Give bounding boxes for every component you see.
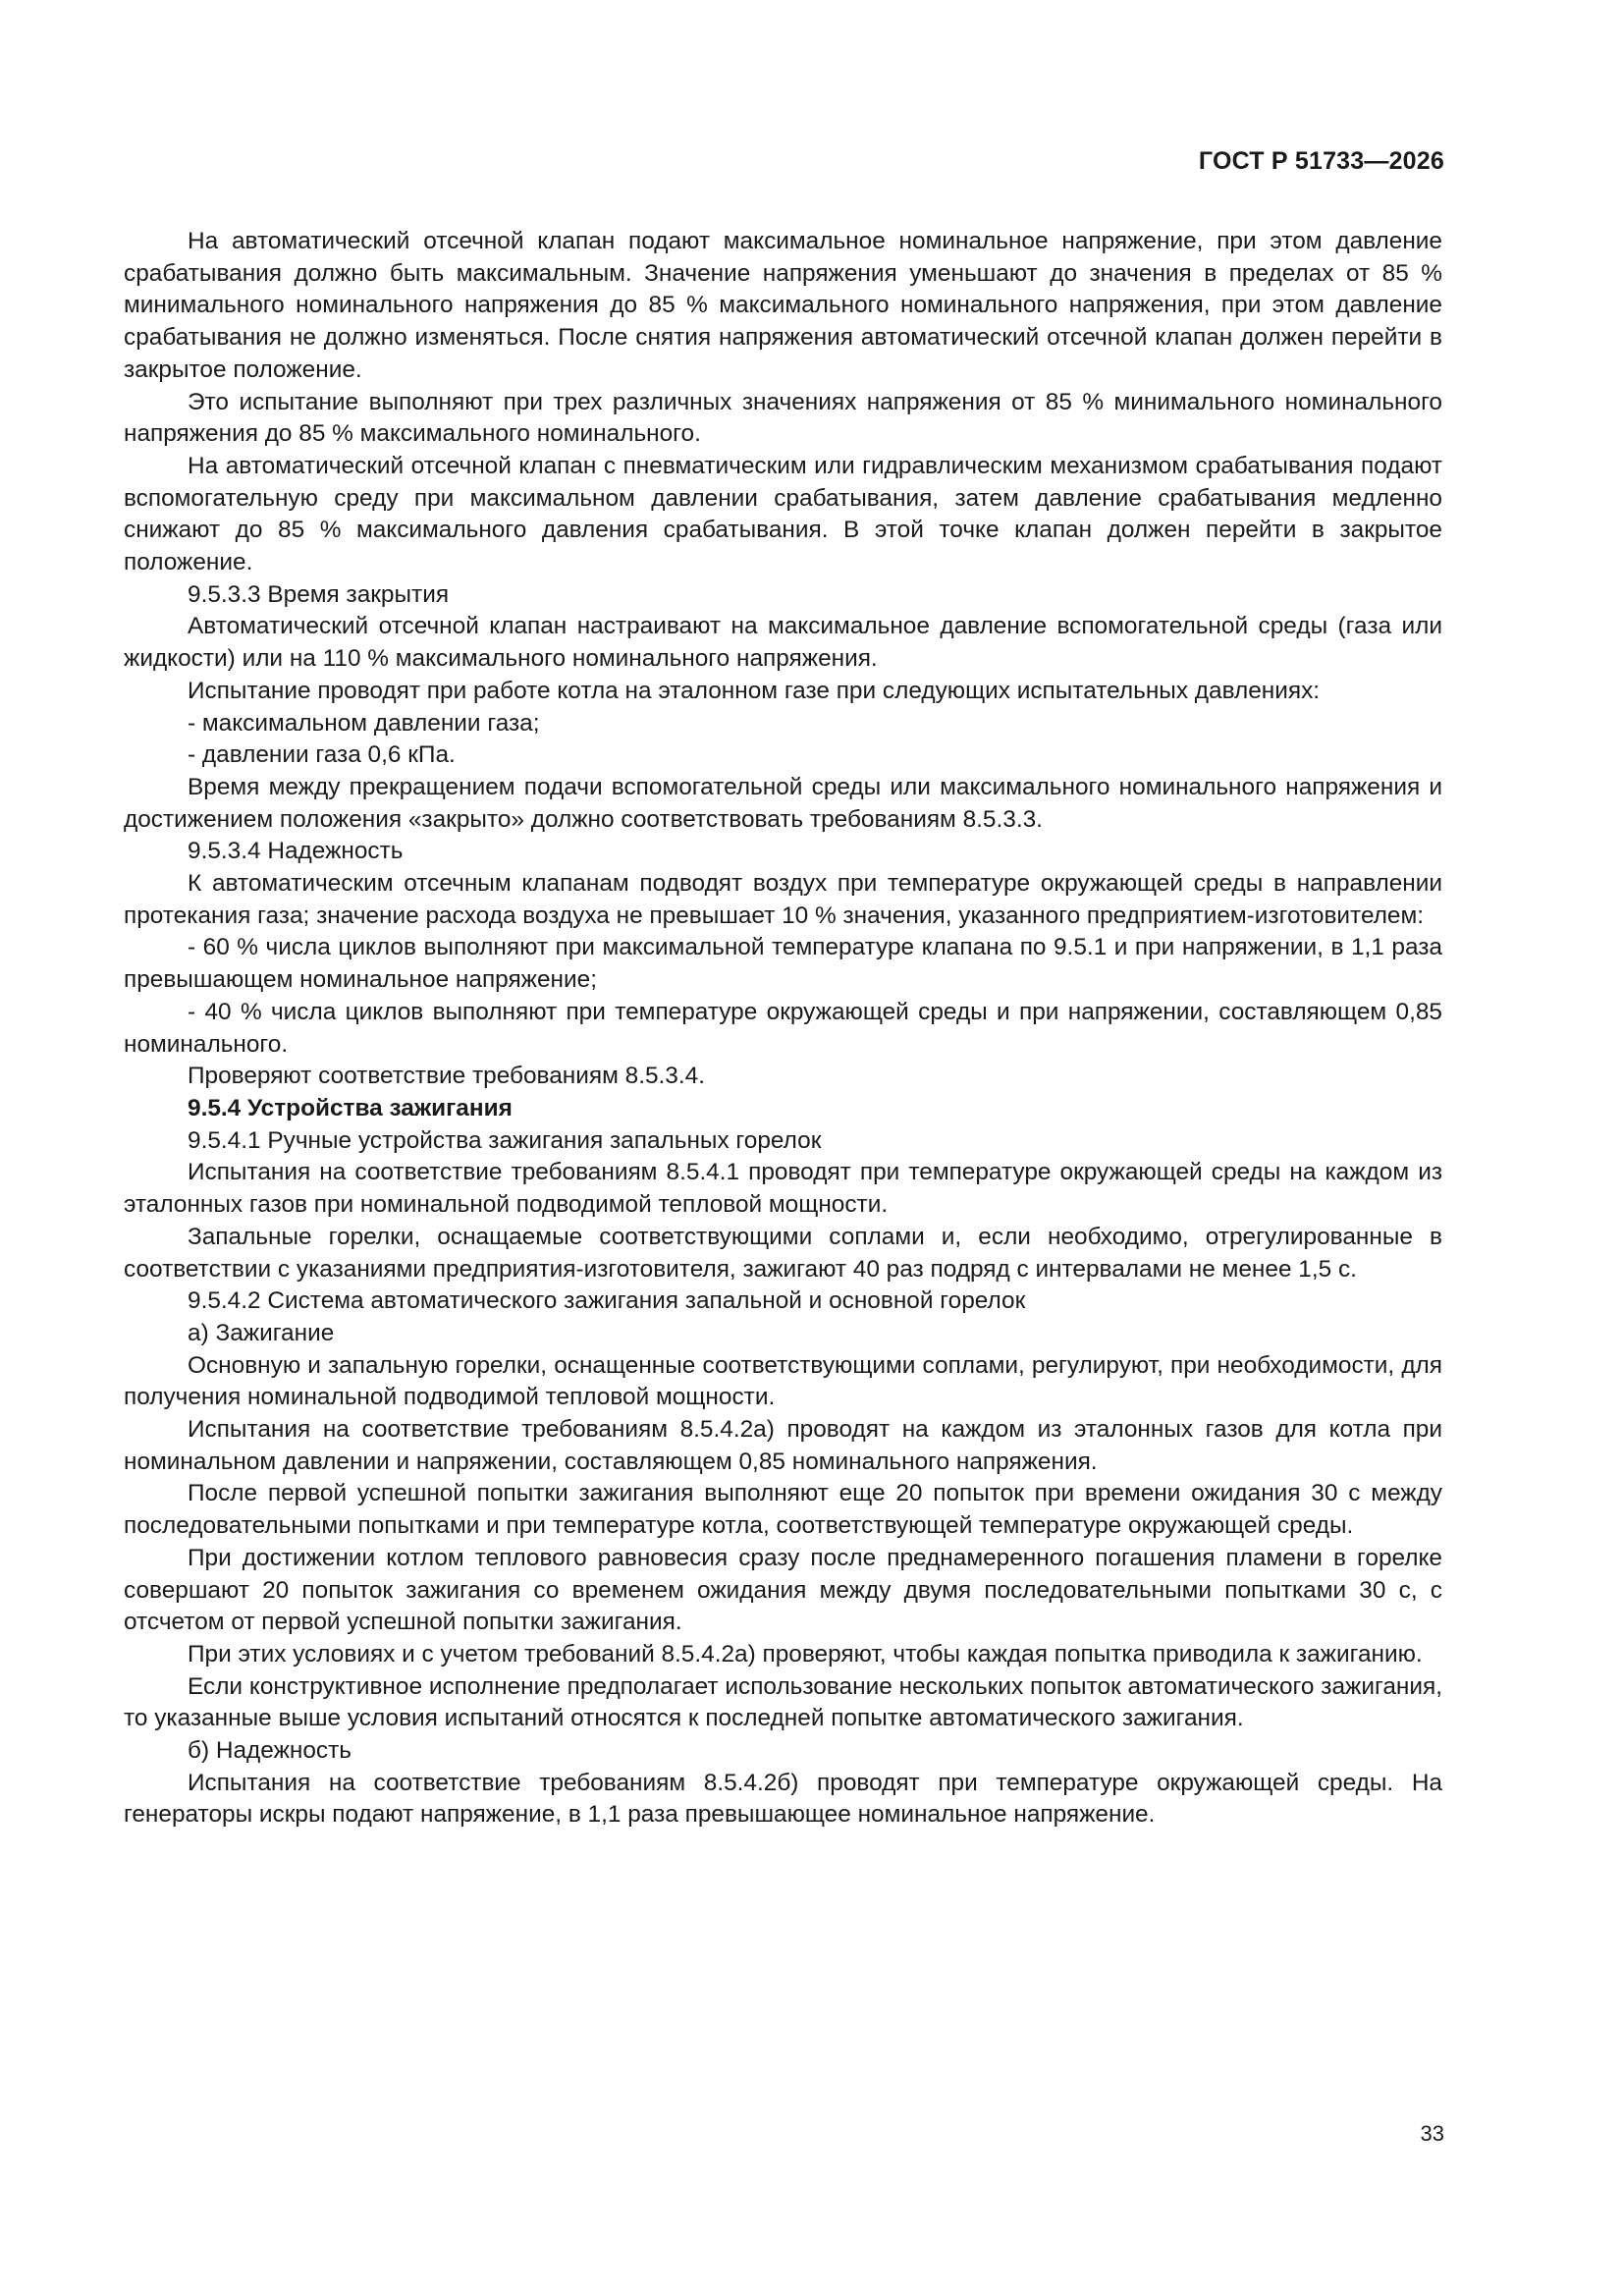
paragraph: При достижении котлом теплового равновесия сразу после преднамеренного погашения пламени в горелке совершают 20 попыток зажигания со временем ожидания между двумя последовательными попытками 30 с, с отсчетом от первой успешной попытки зажигания. bbox=[124, 1544, 1442, 1636]
paragraph: Запальные горелки, оснащаемые соответствующими соплами и, если необходимо, отрегулированные в соответствии с указаниями предприятия-изготовителя, зажигают 40 раз подряд с интервалами не менее 1,5 с. bbox=[124, 1223, 1442, 1283]
section-heading: 9.5.4 Устройства зажигания bbox=[188, 1094, 513, 1121]
paragraph: 9.5.4.1 Ручные устройства зажигания запальных горелок bbox=[188, 1126, 822, 1154]
paragraph: Испытания на соответствие требованиям 8.5.4.1 проводят при температуре окружающей среды на каждом из эталонных газов при номинальной подводимой тепловой мощности. bbox=[124, 1159, 1442, 1219]
paragraph: При этих условиях и с учетом требований 8.5.4.2а) проверяют, чтобы каждая попытка приводила к зажиганию. bbox=[188, 1640, 1423, 1667]
paragraph: б) Надежность bbox=[188, 1737, 352, 1765]
paragraph: Если конструктивное исполнение предполагает использование нескольких попыток автоматического зажигания, то указанные выше условия испытаний относятся к последней попытке автоматического зажигания. bbox=[124, 1672, 1442, 1732]
paragraph: Проверяют соответствие требованиям 8.5.3.4. bbox=[188, 1063, 705, 1090]
paragraph: После первой успешной попытки зажигания выполняют еще 20 попыток при времени ожидания 30 с между последовательными попытками и при температуре котла, соответствующей температуре окружающей среды. bbox=[124, 1480, 1442, 1540]
paragraph: Испытания на соответствие требованиям 8.5.4.2а) проводят на каждом из эталонных газов для котла при номинальном давлении и напряжении, составляющем 0,85 номинального напряжения. bbox=[124, 1416, 1442, 1475]
paragraph: - 40 % числа циклов выполняют при температуре окружающей среды и при напряжении, составляющем 0,85 номинального. bbox=[124, 998, 1442, 1058]
document-body bbox=[124, 226, 1442, 1831]
paragraph: На автоматический отсечной клапан с пневматическим или гидравлическим механизмом срабатывания подают вспомогательную среду при максимальном давлении срабатывания, затем давление срабатывания медленно снижают до 85 % максимального давления срабатывания. В этой точке клапан должен перейти в закрытое положение. bbox=[124, 452, 1442, 576]
paragraph: На автоматический отсечной клапан подают максимальное номинальное напряжение, при этом давление срабатывания должно быть максимальным. Значение напряжения уменьшают до значения в пределах от 85 % минимального номинального напряжения до 85 % максимального номинального напряжения, при этом давление срабатывания не должно изменяться. После снятия напряжения автоматический отсечной клапан должен перейти в закрытое положение. bbox=[124, 228, 1442, 383]
paragraph: 9.5.3.4 Надежность bbox=[188, 838, 404, 865]
paragraph: а) Зажигание bbox=[188, 1319, 335, 1346]
paragraph: 9.5.4.2 Система автоматического зажигания запальной и основной горелок bbox=[188, 1287, 1026, 1315]
standard-header: ГОСТ Р 51733—2026 bbox=[1198, 147, 1444, 175]
paragraph: - 60 % числа циклов выполняют при максимальной температуре клапана по 9.5.1 и при напряжении, в 1,1 раза превышающем номинальное напряжение; bbox=[124, 934, 1442, 994]
paragraph: Основную и запальную горелки, оснащенные соответствующими соплами, регулируют, при необходимости, для получения номинальной подводимой тепловой мощности. bbox=[124, 1351, 1442, 1411]
paragraph: К автоматическим отсечным клапанам подводят воздух при температуре окружающей среды в направлении протекания газа; значение расхода воздуха не превышает 10 % значения, указанного предприятием-изготовителем: bbox=[124, 870, 1442, 929]
paragraph: Испытание проводят при работе котла на эталонном газе при следующих испытательных давлениях: bbox=[188, 677, 1321, 704]
page-number: 33 bbox=[1420, 2121, 1444, 2146]
paragraph: 9.5.3.3 Время закрытия bbox=[188, 580, 450, 608]
paragraph: - максимальном давлении газа; bbox=[188, 709, 540, 737]
paragraph: Это испытание выполняют при трех различных значениях напряжения от 85 % минимального номинального напряжения до 85 % максимального номинального. bbox=[124, 388, 1442, 448]
paragraph: Автоматический отсечной клапан настраивают на максимальное давление вспомогательной среды (газа или жидкости) или на 110 % максимального номинального напряжения. bbox=[124, 613, 1442, 673]
paragraph: - давлении газа 0,6 кПа. bbox=[188, 741, 456, 769]
paragraph: Время между прекращением подачи вспомогательной среды или максимального номинального напряжения и достижением положения «закрыто» должно соответствовать требованиям 8.5.3.3. bbox=[124, 773, 1442, 833]
paragraph: Испытания на соответствие требованиям 8.5.4.2б) проводят при температуре окружающей среды. На генераторы искры подают напряжение, в 1,1 раза превышающее номинальное напряжение. bbox=[124, 1769, 1442, 1829]
